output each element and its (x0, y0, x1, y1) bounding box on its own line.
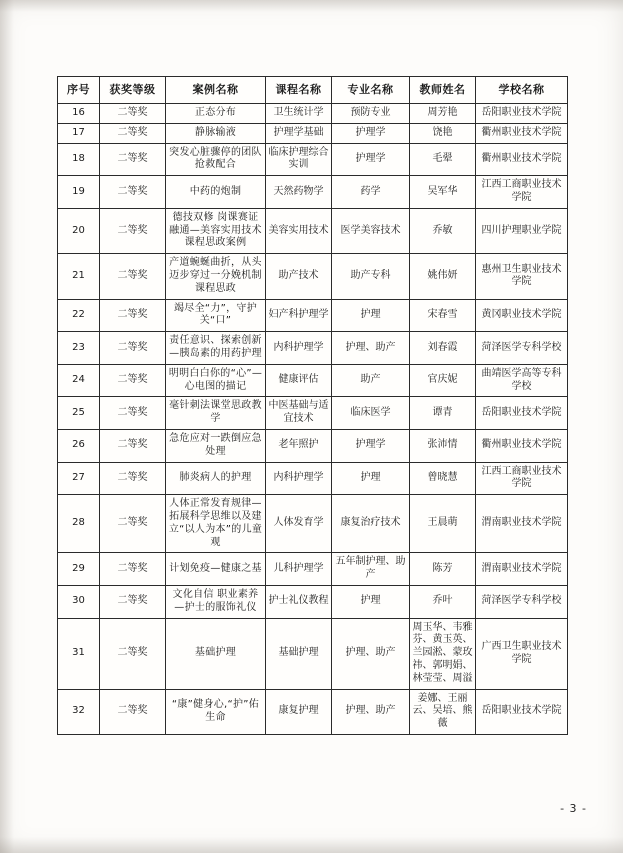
cell-level: 二等奖 (100, 104, 166, 124)
cell-case: 明明白白你的“心”—心电图的描记 (166, 364, 266, 397)
award-table-container (57, 76, 567, 735)
cell-school: 衢州职业技术学院 (476, 123, 568, 143)
table-header-row (58, 77, 568, 104)
column-header-level: 获奖等级 (100, 77, 166, 104)
cell-level: 二等奖 (100, 618, 166, 689)
cell-no: 20 (58, 208, 100, 253)
cell-teacher: 乔叶 (410, 585, 476, 618)
column-header-teacher: 教师姓名 (410, 77, 476, 104)
cell-course: 护理学基础 (266, 123, 332, 143)
cell-major: 预防专业 (332, 104, 410, 124)
column-header-no: 序号 (58, 77, 100, 104)
cell-major: 护理 (332, 585, 410, 618)
table-row (58, 585, 568, 618)
cell-school: 岳阳职业技术学院 (476, 397, 568, 430)
cell-no: 32 (58, 689, 100, 734)
cell-level: 二等奖 (100, 254, 166, 299)
cell-major: 护理学 (332, 123, 410, 143)
cell-major: 护理 (332, 299, 410, 332)
cell-course: 美容实用技术 (266, 208, 332, 253)
cell-no: 19 (58, 176, 100, 209)
cell-level: 二等奖 (100, 689, 166, 734)
cell-course: 卫生统计学 (266, 104, 332, 124)
cell-major: 药学 (332, 176, 410, 209)
table-row (58, 208, 568, 253)
cell-major: 护理、助产 (332, 689, 410, 734)
cell-school: 菏泽医学专科学校 (476, 585, 568, 618)
column-header-case: 案例名称 (166, 77, 266, 104)
table-row (58, 495, 568, 553)
cell-school: 四川护理职业学院 (476, 208, 568, 253)
cell-case: 德技双修 岗课赛证融通—美容实用技术课程思政案例 (166, 208, 266, 253)
cell-school: 黄冈职业技术学院 (476, 299, 568, 332)
cell-no: 21 (58, 254, 100, 299)
cell-course: 中医基础与适宜技术 (266, 397, 332, 430)
cell-school: 衢州职业技术学院 (476, 143, 568, 176)
column-header-course: 课程名称 (266, 77, 332, 104)
cell-course: 天然药物学 (266, 176, 332, 209)
cell-course: 康复护理 (266, 689, 332, 734)
cell-no: 29 (58, 553, 100, 586)
table-row (58, 618, 568, 689)
cell-no: 22 (58, 299, 100, 332)
cell-level: 二等奖 (100, 397, 166, 430)
page-number: - 3 - (560, 802, 587, 815)
cell-teacher: 刘春霞 (410, 332, 476, 365)
cell-course: 人体发育学 (266, 495, 332, 553)
page-edge-shadow-left (0, 0, 14, 853)
cell-level: 二等奖 (100, 364, 166, 397)
cell-case: 责任意识、探索创新—胰岛素的用药护理 (166, 332, 266, 365)
cell-no: 23 (58, 332, 100, 365)
cell-school: 渭南职业技术学院 (476, 553, 568, 586)
cell-teacher: 曾晓慧 (410, 462, 476, 495)
cell-major: 护理、助产 (332, 332, 410, 365)
cell-teacher: 乔敏 (410, 208, 476, 253)
cell-course: 基础护理 (266, 618, 332, 689)
cell-case: 文化自信 职业素养—护士的服饰礼仪 (166, 585, 266, 618)
cell-no: 30 (58, 585, 100, 618)
cell-major: 助产 (332, 364, 410, 397)
cell-course: 护士礼仪教程 (266, 585, 332, 618)
table-row (58, 364, 568, 397)
table-header (58, 77, 568, 104)
cell-course: 内科护理学 (266, 332, 332, 365)
cell-no: 16 (58, 104, 100, 124)
cell-level: 二等奖 (100, 553, 166, 586)
cell-major: 护理学 (332, 143, 410, 176)
cell-level: 二等奖 (100, 430, 166, 463)
cell-teacher: 毛翚 (410, 143, 476, 176)
table-row (58, 553, 568, 586)
cell-teacher: 陈芳 (410, 553, 476, 586)
table-row (58, 462, 568, 495)
cell-course: 妇产科护理学 (266, 299, 332, 332)
cell-school: 江西工商职业技术学院 (476, 176, 568, 209)
table-row (58, 299, 568, 332)
cell-level: 二等奖 (100, 462, 166, 495)
page-edge-shadow-top (0, 0, 623, 12)
cell-course: 老年照护 (266, 430, 332, 463)
table-row (58, 143, 568, 176)
cell-no: 18 (58, 143, 100, 176)
table-row (58, 397, 568, 430)
cell-level: 二等奖 (100, 143, 166, 176)
cell-teacher: 姜娜、王丽云、吴培、熊薇 (410, 689, 476, 734)
cell-level: 二等奖 (100, 123, 166, 143)
cell-course: 临床护理综合实训 (266, 143, 332, 176)
cell-level: 二等奖 (100, 299, 166, 332)
cell-teacher: 谭青 (410, 397, 476, 430)
cell-teacher: 张沛情 (410, 430, 476, 463)
cell-teacher: 姚伟妍 (410, 254, 476, 299)
cell-school: 江西工商职业技术学院 (476, 462, 568, 495)
cell-case: 人体正常发育规律—拓展科学思维以及建立“以人为本”的儿童观 (166, 495, 266, 553)
cell-no: 31 (58, 618, 100, 689)
cell-case: 毫针刺法课堂思政教学 (166, 397, 266, 430)
cell-case: 竭尽全“力”，守护关“口” (166, 299, 266, 332)
cell-case: 正态分布 (166, 104, 266, 124)
cell-case: 计划免疫—健康之基 (166, 553, 266, 586)
cell-case: 基础护理 (166, 618, 266, 689)
cell-no: 24 (58, 364, 100, 397)
cell-teacher: 吴军华 (410, 176, 476, 209)
cell-no: 26 (58, 430, 100, 463)
column-header-school: 学校名称 (476, 77, 568, 104)
cell-case: 突发心脏骤停的团队抢救配合 (166, 143, 266, 176)
cell-major: 康复治疗技术 (332, 495, 410, 553)
cell-no: 17 (58, 123, 100, 143)
award-table (57, 76, 568, 735)
cell-school: 广西卫生职业技术学院 (476, 618, 568, 689)
cell-major: 临床医学 (332, 397, 410, 430)
cell-major: 五年制护理、助产 (332, 553, 410, 586)
column-header-major: 专业名称 (332, 77, 410, 104)
cell-teacher: 周芳艳 (410, 104, 476, 124)
cell-major: 护理 (332, 462, 410, 495)
cell-school: 渭南职业技术学院 (476, 495, 568, 553)
cell-school: 菏泽医学专科学校 (476, 332, 568, 365)
cell-course: 助产技术 (266, 254, 332, 299)
cell-case: 静脉输液 (166, 123, 266, 143)
cell-school: 衢州职业技术学院 (476, 430, 568, 463)
page-edge-shadow-bottom (0, 837, 623, 853)
cell-level: 二等奖 (100, 176, 166, 209)
table-row (58, 430, 568, 463)
cell-teacher: 饶艳 (410, 123, 476, 143)
cell-level: 二等奖 (100, 208, 166, 253)
cell-no: 25 (58, 397, 100, 430)
cell-case: 产道蜿蜒曲折，从头迈步穿过一分娩机制课程思政 (166, 254, 266, 299)
cell-course: 儿科护理学 (266, 553, 332, 586)
table-row (58, 123, 568, 143)
cell-major: 护理学 (332, 430, 410, 463)
cell-school: 惠州卫生职业技术学院 (476, 254, 568, 299)
cell-level: 二等奖 (100, 585, 166, 618)
cell-no: 27 (58, 462, 100, 495)
cell-teacher: 官庆妮 (410, 364, 476, 397)
table-row (58, 104, 568, 124)
table-row (58, 689, 568, 734)
cell-teacher: 王晨萌 (410, 495, 476, 553)
table-row (58, 332, 568, 365)
table-body (58, 104, 568, 735)
cell-case: 中药的炮制 (166, 176, 266, 209)
cell-major: 助产专科 (332, 254, 410, 299)
cell-no: 28 (58, 495, 100, 553)
cell-major: 护理、助产 (332, 618, 410, 689)
cell-case: “康”健身心,“护”佑生命 (166, 689, 266, 734)
cell-teacher: 周玉华、韦雅芬、黄玉英、兰园淞、蒙玫祎、郭明娟、林莹莹、周溢 (410, 618, 476, 689)
cell-case: 急危应对一跌倒应急处理 (166, 430, 266, 463)
cell-major: 医学美容技术 (332, 208, 410, 253)
cell-level: 二等奖 (100, 495, 166, 553)
cell-school: 曲靖医学高等专科学校 (476, 364, 568, 397)
cell-level: 二等奖 (100, 332, 166, 365)
cell-teacher: 宋春雪 (410, 299, 476, 332)
table-row (58, 254, 568, 299)
cell-school: 岳阳职业技术学院 (476, 689, 568, 734)
cell-case: 肺炎病人的护理 (166, 462, 266, 495)
cell-school: 岳阳职业技术学院 (476, 104, 568, 124)
table-row (58, 176, 568, 209)
cell-course: 健康评估 (266, 364, 332, 397)
cell-course: 内科护理学 (266, 462, 332, 495)
